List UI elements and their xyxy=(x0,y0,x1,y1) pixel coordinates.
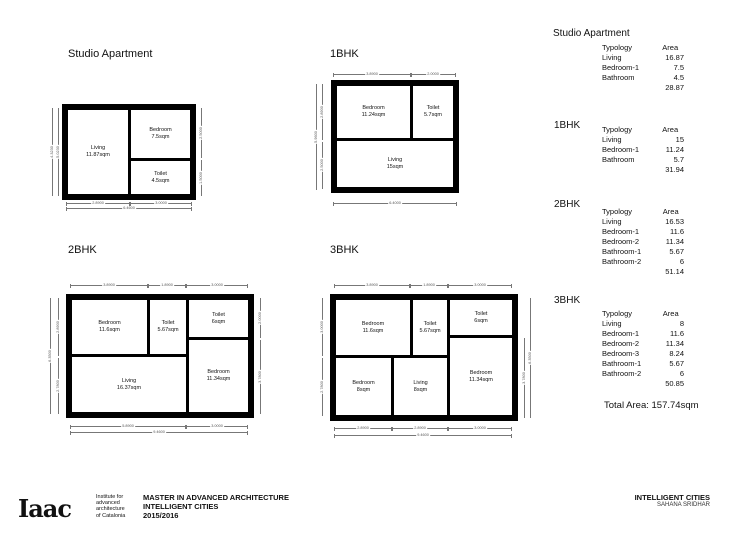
table-row: Living 15 xyxy=(602,135,684,144)
table-row: Bedroom-3 8.24 xyxy=(602,349,684,358)
bhk3-bedroom-2: Bedroom 8sqm xyxy=(352,379,375,393)
bhk2-dim-2-label: 1.8900 xyxy=(161,283,173,287)
table-header-area: Area xyxy=(662,43,679,52)
table-row: Bedroom-1 7.5 xyxy=(602,63,684,72)
bhk3-living: Living 8sqm xyxy=(413,379,428,393)
studio-dim-1-label: 2.8900 xyxy=(92,201,104,205)
bhk1-dim-2-label: 2.0000 xyxy=(427,72,439,76)
table-row: Bathroom 4.5 xyxy=(602,73,684,82)
table-row: Bedroom-1 11.24 xyxy=(602,145,684,154)
table-row: Bathroom-2 6 xyxy=(602,369,684,378)
table-row: Bathroom-2 6 xyxy=(602,257,684,266)
studio-vdim-a-label: 4.3230 xyxy=(50,146,54,158)
footer-credits xyxy=(635,493,710,508)
iaac-logo: Iaac xyxy=(18,494,71,523)
table-header-area: Area xyxy=(662,125,679,134)
table-row: Bedroom-1 11.6 xyxy=(602,329,684,338)
table-header-typology: Typology xyxy=(602,43,633,52)
studio-vdim-c-label: 2.5000 xyxy=(199,127,203,139)
bhk3-vdim-total-label: 6.3500 xyxy=(528,352,532,364)
table-total-row: 31.94 xyxy=(665,165,684,174)
table-studio-title: Studio Apartment xyxy=(553,28,630,39)
studio-floorplan xyxy=(62,104,196,200)
program-name: MASTER IN ADVANCED ARCHITECTURE INTELLIGENT CITIES 2015/2016 xyxy=(143,493,289,520)
table-bhk3 xyxy=(602,309,684,389)
bhk3-dim-b1-label: 2.8900 xyxy=(357,426,369,430)
table-row: Bathroom-1 5.67 xyxy=(602,359,684,368)
bhk2-vdim-2-label: 2.7800 xyxy=(56,380,60,392)
table-header-typology: Typology xyxy=(602,309,633,318)
bhk1-dim-total-label: 6.4000 xyxy=(389,201,401,205)
table-row: Living 16.87 xyxy=(602,53,684,62)
studio-toilet: Toilet 4.5sqm xyxy=(151,170,170,184)
table-bhk2 xyxy=(602,207,684,277)
bhk3-dim-b2-label: 2.8900 xyxy=(414,426,426,430)
table-bhk1-title: 1BHK xyxy=(554,120,581,131)
bhk3-dim-1-label: 3.8900 xyxy=(366,283,378,287)
table-bhk2-title: 2BHK xyxy=(554,199,581,210)
bhk3-bedroom-1: Bedroom 11.6sqm xyxy=(361,320,385,334)
table-bhk1 xyxy=(602,125,684,175)
bhk3-dim-2-label: 1.8900 xyxy=(423,283,435,287)
bhk1-title: 1BHK xyxy=(330,48,359,60)
table-studio xyxy=(602,43,684,93)
bhk2-vdim-r2-label: 3.7800 xyxy=(258,371,262,383)
bhk3-toilet-1: Toilet 5.67sqm xyxy=(419,320,441,334)
bhk2-vdim-total-label: 6.3500 xyxy=(48,350,52,362)
bhk2-bedroom-1: Bedroom 11.6sqm xyxy=(98,320,121,333)
bhk3-vdim-1-label: 3.0000 xyxy=(320,321,324,333)
studio-vdim-d-label: 1.5000 xyxy=(199,172,203,184)
bhk3-vdim-2-label: 2.7800 xyxy=(320,381,324,393)
bhk2-vdim-1-label: 2.8900 xyxy=(56,321,60,333)
table-total-row: 51.14 xyxy=(665,267,684,276)
bhk1-vdim-total-label: 5.9600 xyxy=(314,131,318,143)
bhk2-dim-b1-label: 5.8900 xyxy=(122,424,134,428)
institute-name: Institute for advanced architecture of Catalonia xyxy=(96,494,126,519)
bhk1-vdim-1-label: 2.8900 xyxy=(320,106,324,118)
footer-course-title: INTELLIGENT CITIES xyxy=(634,493,710,502)
table-bhk3-title: 3BHK xyxy=(554,295,581,306)
bhk1-toilet: Toilet 5.7sqm xyxy=(423,105,443,118)
bhk3-title: 3BHK xyxy=(330,244,359,256)
bhk1-floorplan xyxy=(331,80,459,193)
bhk3-vdim-r1-label: 3.7800 xyxy=(522,372,526,384)
bhk2-living: Living 16.37sqm xyxy=(116,377,142,391)
bhk2-dim-total-label: 9.4600 xyxy=(153,430,165,434)
bhk3-bedroom-3: Bedroom 11.34sqm xyxy=(469,369,493,383)
bhk1-bedroom: Bedroom 11.24sqm xyxy=(361,105,386,118)
bhk2-floorplan xyxy=(66,294,254,418)
bhk2-vdim-r1-label: 2.0000 xyxy=(258,312,262,324)
table-header-typology: Typology xyxy=(602,125,633,134)
studio-dim-total-label: 6.4600 xyxy=(123,206,135,210)
table-row: Bathroom-1 5.67 xyxy=(602,247,684,256)
bhk3-dim-b3-label: 3.0000 xyxy=(474,426,486,430)
bhk2-toilet-1: Toilet 5.67sqm xyxy=(157,320,179,333)
table-total-row: 50.85 xyxy=(665,379,684,388)
bhk1-living: Living 15sqm xyxy=(386,157,404,170)
bhk2-title: 2BHK xyxy=(68,244,97,256)
table-row: Bedroom-1 11.6 xyxy=(602,227,684,236)
bhk2-dim-b2-label: 3.0000 xyxy=(211,424,223,428)
bhk3-toilet-2: Toilet 6sqm xyxy=(474,310,488,324)
bhk2-dim-1-label: 3.8900 xyxy=(103,283,115,287)
studio-living: Living 11.87sqm xyxy=(86,145,110,158)
footer-author: SAHANA SRIDHAR xyxy=(656,502,710,508)
bhk1-vdim-2-label: 2.5000 xyxy=(320,159,324,171)
table-row: Living 8 xyxy=(602,319,684,328)
bhk3-floorplan xyxy=(330,294,518,421)
table-total-row: 28.87 xyxy=(665,83,684,92)
bhk2-bedroom-2: Bedroom 11.34sqm xyxy=(206,369,231,382)
table-header-typology: Typology xyxy=(602,207,633,216)
studio-title: Studio Apartment xyxy=(68,48,153,60)
studio-vdim-b-label: 5.0230 xyxy=(56,146,60,158)
bhk1-dim-1-label: 3.8900 xyxy=(366,72,378,76)
bhk2-toilet-2: Toilet 6sqm xyxy=(211,311,226,325)
bhk2-dim-3-label: 3.0000 xyxy=(211,283,223,287)
studio-bedroom: Bedroom 7.5sqm xyxy=(149,127,172,140)
table-header-area: Area xyxy=(662,207,679,216)
studio-dim-2-label: 3.0000 xyxy=(155,201,167,205)
bhk3-dim-total-label: 9.4600 xyxy=(417,433,429,437)
bhk3-dim-3-label: 3.0000 xyxy=(474,283,486,287)
total-area: Total Area: 157.74sqm xyxy=(604,400,699,411)
table-row: Bedroom-2 11.34 xyxy=(602,339,684,348)
table-row: Living 16.53 xyxy=(602,217,684,226)
table-row: Bathroom 5.7 xyxy=(602,155,684,164)
table-row: Bedroom-2 11.34 xyxy=(602,237,684,246)
table-header-area: Area xyxy=(662,309,679,318)
